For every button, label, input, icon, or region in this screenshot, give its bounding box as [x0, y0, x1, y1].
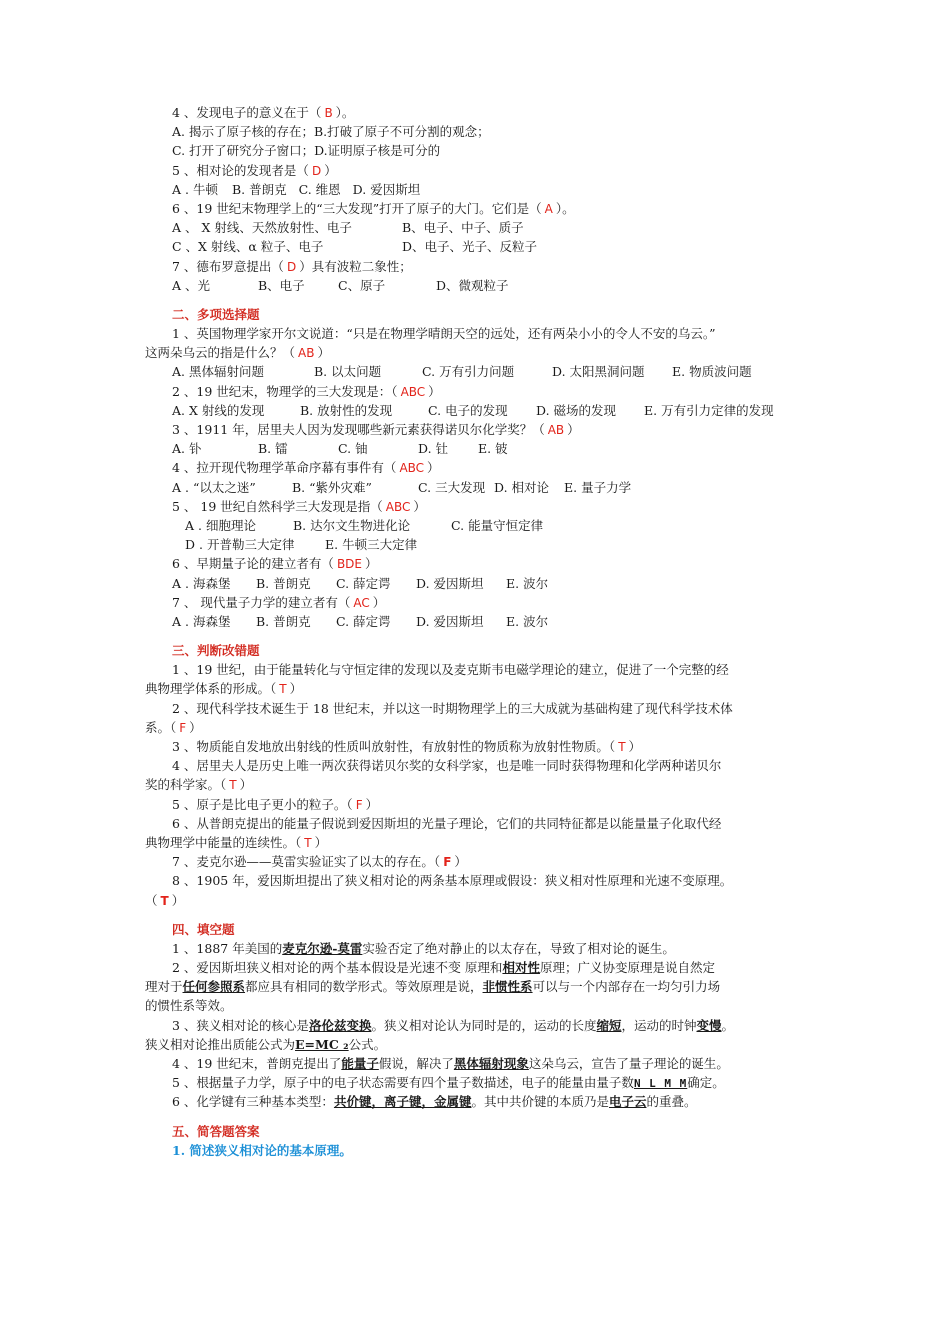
mc-question-5: [145, 497, 810, 516]
question-text: 的重叠。: [646, 1094, 697, 1110]
question-text: 7 、德布罗意提出（: [172, 258, 284, 274]
option: B、电子、中子、质子: [402, 220, 524, 236]
answer: T: [279, 682, 287, 697]
tf-question-8: 8 、1905 年，爱因斯坦提出了狭义相对论的两条基本原理或假设：狭义相对性原理和光速不变原理。: [172, 873, 733, 889]
fill-answer: 变慢: [696, 1017, 722, 1033]
question-text: ）。: [335, 105, 355, 120]
option: C 、X 射线、α 粒子、电子: [172, 239, 324, 255]
question-text: 5 、相对论的发现者是（: [172, 162, 309, 178]
fill-question-2-end: 的惯性系等效。: [145, 998, 233, 1014]
option: B. 普朗克: [256, 575, 311, 591]
question-text: 7 、 现代量子力学的建立者有（: [172, 594, 351, 610]
question-text: 原理和: [460, 960, 503, 976]
fill-question-4: [145, 1054, 810, 1073]
question-text: 6 、化学键有三种基本类型：: [172, 1094, 334, 1110]
answer: F: [355, 797, 363, 812]
fill-answer: 缩短: [596, 1017, 622, 1033]
option: B. 放射性的发现: [300, 402, 393, 418]
answer: T: [160, 893, 169, 908]
question-text: ）: [239, 777, 253, 793]
question-text: 原理；广义协变原理是说自然定: [539, 960, 715, 976]
mc-question-2-options: [145, 401, 810, 420]
answer: A: [544, 201, 553, 216]
tf-question-2-cont: [145, 718, 810, 737]
question-text: ）。: [555, 200, 575, 216]
question-text: 确定。: [687, 1075, 725, 1091]
question-text: 都应具有相同的数学形式。等效原理是说，: [245, 979, 483, 995]
option: B. 以太问题: [314, 364, 382, 380]
option: A . 细胞理论: [185, 517, 256, 533]
option: C. 万有引力问题: [422, 364, 515, 380]
question-text: ）: [171, 892, 185, 908]
option: B、电子: [258, 277, 305, 293]
mc-question-5-options-b: [145, 535, 810, 554]
option: E. 牛顿三大定律: [325, 537, 418, 553]
option: C. 铀: [338, 441, 368, 457]
question-text: ）: [428, 383, 441, 399]
answer: AB: [547, 423, 565, 437]
option: D、微观粒子: [436, 277, 509, 293]
question-text: 典物理学体系的形成。（: [145, 681, 277, 697]
tf-question-2: 2 、现代科学技术诞生于 18 世纪末，并以这一时期物理学上的三大成就为基础构建了现代科学技术体: [172, 700, 733, 716]
question-text: 。狭义相对论认为同时是的，运动的长度: [371, 1017, 597, 1033]
question-text: ）: [314, 834, 328, 850]
fill-question-1: [145, 939, 810, 958]
document-content: [145, 103, 810, 1160]
question-6-options-b: [145, 237, 810, 256]
option: A . “以太之迷”: [172, 479, 256, 495]
mc-question-4: [145, 458, 810, 477]
question-text: 狭义相对论推出质能公式为: [145, 1036, 296, 1052]
question-text: ）: [189, 719, 202, 735]
question-5-options: [145, 180, 810, 199]
answer: AC: [353, 595, 370, 610]
option: D. 爱因斯坦: [416, 613, 484, 629]
fill-question-2: [145, 958, 810, 977]
question-text: ）: [324, 162, 337, 178]
question-text: 5 、根据量子力学，原子中的电子状态需要有四个量子数描述，电子的能量由量子数: [172, 1075, 634, 1091]
fill-answer: 麦克尔逊-莫雷: [282, 940, 363, 956]
answer: T: [304, 835, 312, 850]
option: A . 海森堡: [172, 613, 231, 629]
tf-question-6-cont: [145, 833, 810, 852]
question-text: 假说，解决了: [378, 1056, 454, 1071]
fill-answer: 光速不变: [408, 961, 461, 977]
option: C. 薛定谔: [336, 575, 391, 591]
fill-question-2-cont: [145, 977, 810, 996]
question-text: ）: [427, 460, 440, 476]
option: D、电子、光子、反粒子: [402, 239, 538, 255]
tf-question-1-cont: [145, 679, 810, 698]
answer: F: [179, 720, 187, 735]
question-text: 4 、发现电子的意义在于（: [172, 105, 322, 120]
question-text: 7 、麦克尔逊——莫雷实验证实了以太的存在。（: [172, 854, 441, 870]
question-text: 系。（: [145, 719, 177, 735]
answer: ABC: [399, 461, 425, 476]
option: E. 铍: [478, 441, 508, 457]
fill-answer: N L M M: [633, 1077, 688, 1091]
question-text: ）: [628, 739, 642, 754]
question-7: [145, 257, 810, 276]
question-text: ）: [567, 422, 580, 437]
question-text: 2 、爱因斯坦狭义相对论的两个基本假设是: [172, 960, 409, 976]
fill-answer: E=MC ₂: [295, 1036, 349, 1052]
option: E. 万有引力定律的发现: [644, 402, 774, 418]
question-text: ）: [454, 854, 467, 870]
question-text: ）: [413, 498, 426, 514]
answer: B: [324, 106, 333, 120]
mc-question-4-options: [145, 478, 810, 497]
answer: D: [286, 259, 297, 274]
tf-question-4: 4 、居里夫人是历史上唯一两次获得诺贝尔奖的女科学家，也是唯一同时获得物理和化学两种诺贝尔: [172, 758, 722, 774]
question-text: ）: [372, 594, 386, 610]
mc-question-1: 1 、英国物理学家开尔文说道：“只是在物理学晴朗天空的远处，还有两朵小小的令人不安的乌云。”: [172, 326, 716, 342]
fill-question-3-cont: [145, 1035, 810, 1054]
option: D. 爱因斯坦: [416, 575, 484, 591]
tf-question-6: 6 、从普朗克提出的能量子假说到爱因斯坦的光量子理论，它们的共同特征都是以能量量子化取代经: [172, 815, 722, 831]
fill-question-5: [145, 1073, 810, 1092]
option: A . 牛顿: [172, 181, 218, 197]
fill-answer: 洛伦兹变换: [308, 1017, 372, 1033]
mc-question-7: [145, 593, 810, 612]
question-4-options-a: A. 揭示了原子核的存在；B.打破了原子不可分割的观念；: [172, 124, 490, 140]
mc-question-5-options-a: [145, 516, 810, 535]
option: A 、 X 射线、天然放射性、电子: [172, 220, 352, 236]
mc-question-6-options: [145, 574, 810, 593]
question-4: [145, 103, 810, 122]
question-text: 5 、 19 世纪自然科学三大发现是指（: [172, 498, 383, 514]
question-6-options-a: [145, 218, 810, 237]
option: B. “紫外灾难”: [292, 479, 372, 495]
mc-question-6: [145, 554, 810, 573]
option: A. 黑体辐射问题: [172, 364, 264, 380]
section-title-fill-in: 四、填空题: [172, 921, 235, 937]
question-text: 。其中共价键的本质乃是: [471, 1094, 609, 1110]
question-text: ，运动的时钟: [621, 1017, 697, 1033]
mc-question-7-options: [145, 612, 810, 631]
question-7-options: [145, 276, 810, 295]
option: C. 三大发现: [418, 479, 486, 495]
option: A . 海森堡: [172, 575, 231, 591]
answer: ABC: [385, 499, 411, 514]
section-title-true-false: 三、判断改错题: [172, 643, 260, 659]
answer: BDE: [336, 557, 362, 572]
question-text: 4 、拉开现代物理学革命序幕有事件有（: [172, 460, 397, 476]
tf-question-7: [145, 852, 810, 871]
question-4-options-b: C. 打开了研究分子窗口；D.证明原子核是可分的: [172, 143, 441, 159]
option: A. X 射线的发现: [172, 402, 265, 418]
question-text: 典物理学中能量的连续性。（: [145, 834, 302, 850]
tf-question-1: 1 、19 世纪，由于能量转化与守恒定律的发现以及麦克斯韦电磁学理论的建立，促进了一个完整的经: [172, 662, 729, 678]
question-text: 实验否定了绝对静止的以太存在，导致了相对论的诞生。: [362, 940, 675, 956]
option: B. 普朗克: [256, 613, 311, 629]
question-text: 5 、原子是比电子更小的粒子。（: [172, 796, 353, 812]
question-text: 3 、狭义相对论的核心是: [172, 1017, 309, 1033]
short-answer-question-1: 1. 简述狭义相对论的基本原理。: [172, 1142, 352, 1158]
fill-answer: 黑体辐射现象: [453, 1056, 529, 1071]
question-text: 3 、物质能自发地放出射线的性质叫放射性，有放射性的物质称为放射性物质。（: [172, 739, 616, 754]
answer: AB: [298, 346, 315, 361]
option: B. 镭: [258, 441, 288, 457]
fill-question-6: [145, 1092, 810, 1111]
option: D. 磁场的发现: [536, 402, 617, 418]
answer: F: [443, 855, 452, 870]
question-text: 公式。: [348, 1036, 387, 1052]
fill-answer: 能量子: [341, 1056, 379, 1071]
question-text: 4 、19 世纪末，普朗克提出了: [172, 1056, 342, 1071]
tf-question-4-cont: [145, 775, 810, 794]
section-title-multiple-choice: 二、多项选择题: [172, 306, 260, 322]
question-text: 2 、19 世纪末，物理学的三大发现是：（: [172, 383, 398, 399]
question-text: ）: [365, 556, 378, 572]
option: D. 相对论: [494, 479, 550, 495]
fill-answer: 非惯性系: [482, 979, 533, 995]
answer: D: [311, 163, 322, 178]
question-text: 理对于: [145, 979, 183, 995]
option: A 、光: [172, 277, 211, 293]
question-text: 。: [721, 1017, 735, 1033]
question-text: ）: [365, 796, 379, 812]
option: B. 达尔文生物进化论: [293, 517, 411, 533]
question-6: [145, 199, 810, 218]
question-text: 可以与一个内部存在一均匀引力场: [532, 979, 721, 995]
question-text: 6 、早期量子论的建立者有（: [172, 556, 334, 572]
option: C. 维恩: [298, 181, 341, 197]
option: C. 薛定谔: [336, 613, 391, 629]
mc-question-1-cont: [145, 343, 810, 362]
option: E. 波尔: [506, 613, 549, 629]
fill-question-3: [145, 1016, 810, 1035]
option: D. 爱因斯坦: [352, 181, 421, 197]
option: E. 波尔: [506, 575, 549, 591]
question-text: 1 、1887 年美国的: [172, 940, 283, 956]
tf-question-8-cont: [145, 891, 810, 910]
question-text: 3 、1911 年，居里夫人因为发现哪些新元素获得诺贝尔化学奖？（: [172, 422, 545, 437]
fill-answer: 共价键，离子键，金属键: [333, 1094, 472, 1110]
option: D. 太阳黑洞问题: [552, 364, 645, 380]
section-title-short-answer: 五、简答题答案: [172, 1123, 260, 1139]
tf-question-3: [145, 737, 810, 756]
option: E. 物质波问题: [672, 364, 752, 380]
question-text: （: [145, 892, 158, 908]
option: E. 量子力学: [564, 479, 632, 495]
mc-question-2: [145, 382, 810, 401]
question-text: ）具有波粒二象性；: [299, 258, 412, 274]
question-text: 这两朵乌云的指是什么？（: [145, 345, 296, 361]
option: A. 钋: [172, 441, 202, 457]
answer: T: [229, 778, 237, 793]
answer: ABC: [400, 384, 426, 399]
mc-question-3: [145, 420, 810, 439]
question-text: 6 、19 世纪末物理学上的“三大发现”打开了原子的大门。它们是（: [172, 200, 542, 216]
option: C、原子: [338, 277, 386, 293]
fill-answer: 任何参照系: [182, 979, 246, 995]
option: C. 能量守恒定律: [451, 517, 544, 533]
option: D. 钍: [418, 441, 449, 457]
mc-question-3-options: [145, 439, 810, 458]
answer: T: [618, 740, 626, 754]
option: C. 电子的发现: [428, 402, 508, 418]
question-text: ）: [289, 681, 303, 697]
question-text: ）: [317, 345, 330, 361]
tf-question-5: [145, 795, 810, 814]
question-text: 这朵乌云，宣告了量子理论的诞生。: [528, 1056, 729, 1071]
mc-question-1-options: [145, 362, 810, 381]
option: B. 普朗克: [231, 181, 287, 197]
fill-answer: 电子云: [608, 1094, 647, 1110]
fill-answer: 相对性: [502, 960, 540, 976]
question-5: [145, 161, 810, 180]
question-text: 奖的科学家。（: [145, 777, 227, 793]
option: D . 开普勒三大定律: [185, 537, 295, 553]
